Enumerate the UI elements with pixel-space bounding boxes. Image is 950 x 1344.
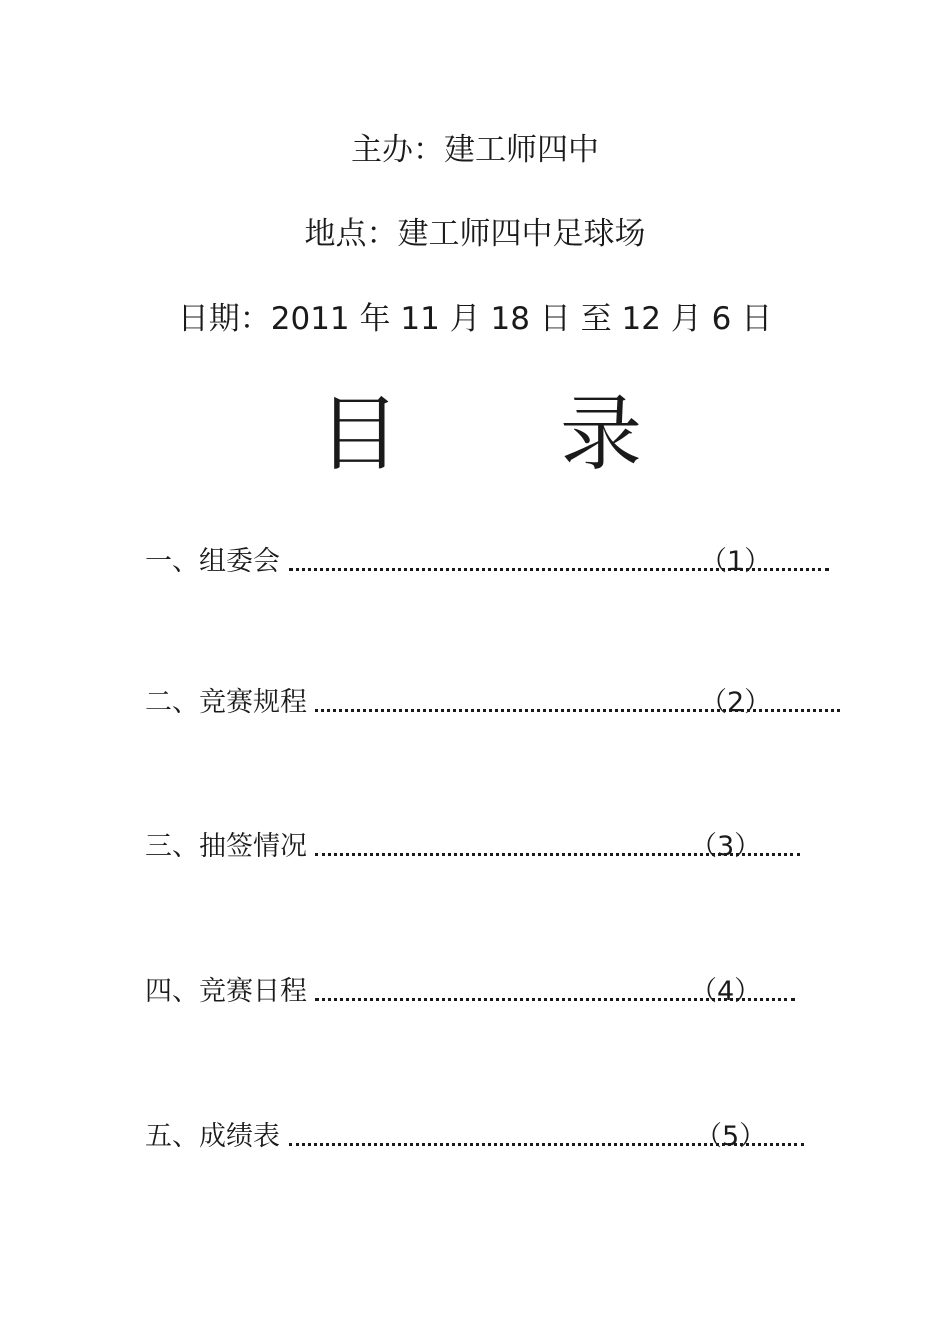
toc-page-number: （1） (700, 546, 772, 577)
toc-page-number: （4） (690, 976, 762, 1007)
toc-page-number: （2） (700, 687, 772, 718)
toc-entry-label: 一、组委会 (145, 546, 280, 577)
toc-entry-label: 五、成绩表 (145, 1121, 280, 1152)
toc-entry-label: 四、竞赛日程 (145, 976, 307, 1007)
toc-entry-label: 二、竞赛规程 (145, 687, 307, 718)
toc-title (0, 385, 950, 485)
toc-title-char-2: 录 (560, 387, 643, 482)
toc-title-char-1: 目 (318, 387, 401, 482)
toc-page-number: （5） (695, 1121, 767, 1152)
host-line: 主办：建工师四中 (351, 132, 599, 168)
toc-entry-label: 三、抽签情况 (145, 831, 307, 862)
date-line: 日期：2011 年 11 月 18 日 至 12 月 6 日 (177, 301, 773, 337)
toc-page-number: （3） (690, 831, 762, 862)
venue-line: 地点：建工师四中足球场 (304, 216, 646, 252)
